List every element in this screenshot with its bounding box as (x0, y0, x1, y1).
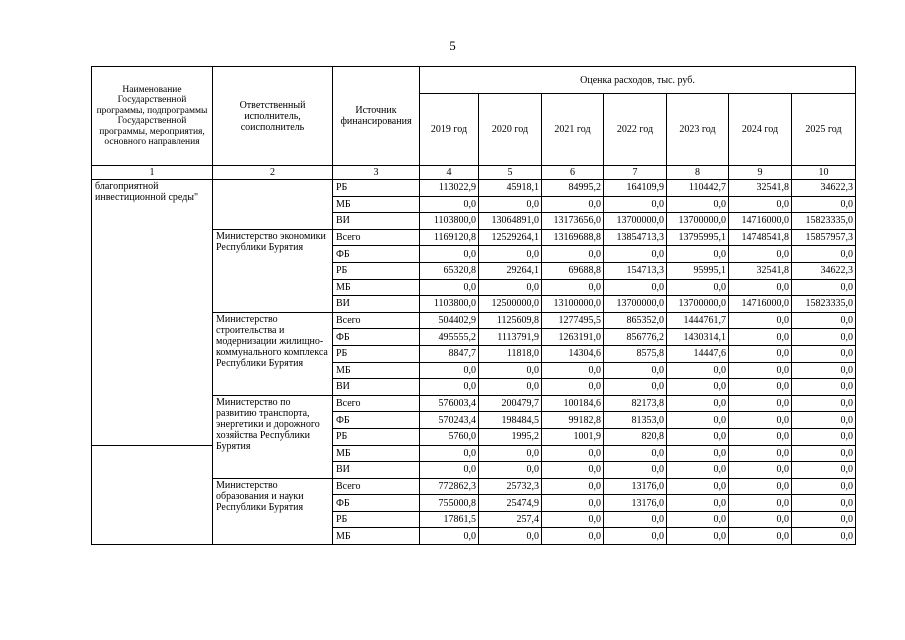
value-cell: 0,0 (604, 379, 667, 396)
value-cell: 5760,0 (420, 428, 479, 445)
source-cell: РБ (333, 511, 420, 528)
value-cell: 0,0 (604, 279, 667, 296)
value-cell: 1125609,8 (479, 312, 542, 329)
source-cell: МБ (333, 528, 420, 545)
source-cell: РБ (333, 262, 420, 279)
value-cell: 772862,3 (420, 478, 479, 495)
value-cell: 0,0 (667, 462, 729, 479)
header-year: 2021 год (542, 94, 604, 166)
value-cell: 13176,0 (604, 495, 667, 512)
value-cell: 0,0 (420, 445, 479, 462)
value-cell: 0,0 (667, 196, 729, 213)
value-cell: 0,0 (667, 279, 729, 296)
value-cell: 14716000,0 (729, 296, 792, 313)
value-cell: 13854713,3 (604, 229, 667, 246)
column-number: 2 (213, 166, 333, 180)
value-cell: 0,0 (729, 511, 792, 528)
value-cell: 1103800,0 (420, 213, 479, 230)
source-cell: ВИ (333, 379, 420, 396)
value-cell: 0,0 (667, 412, 729, 429)
value-cell: 0,0 (604, 511, 667, 528)
source-cell: Всего (333, 312, 420, 329)
value-cell: 0,0 (792, 428, 856, 445)
header-year: 2025 год (792, 94, 856, 166)
source-cell: Всего (333, 395, 420, 412)
value-cell: 14447,6 (667, 345, 729, 362)
value-cell: 0,0 (729, 495, 792, 512)
value-cell: 65320,8 (420, 262, 479, 279)
value-cell: 110442,7 (667, 180, 729, 197)
program-name-cell-continued (92, 445, 213, 545)
column-number: 9 (729, 166, 792, 180)
column-number: 10 (792, 166, 856, 180)
value-cell: 0,0 (420, 528, 479, 545)
executor-cell: Министерство по развитию транспорта, энергетики и дорожного хозяйства Республики Бурятия (213, 395, 333, 478)
header-year: 2023 год (667, 94, 729, 166)
value-cell: 0,0 (420, 196, 479, 213)
value-cell: 0,0 (792, 329, 856, 346)
source-cell: ФБ (333, 246, 420, 263)
value-cell: 8575,8 (604, 345, 667, 362)
source-cell: ВИ (333, 462, 420, 479)
value-cell: 0,0 (604, 196, 667, 213)
value-cell: 0,0 (667, 428, 729, 445)
value-cell: 1001,9 (542, 428, 604, 445)
value-cell: 13176,0 (604, 478, 667, 495)
value-cell: 0,0 (479, 445, 542, 462)
value-cell: 0,0 (479, 246, 542, 263)
value-cell: 0,0 (604, 246, 667, 263)
value-cell: 0,0 (420, 362, 479, 379)
value-cell: 13173656,0 (542, 213, 604, 230)
value-cell: 0,0 (542, 279, 604, 296)
program-name-cell: благоприятной инвестиционной среды" (92, 180, 213, 446)
value-cell: 0,0 (667, 495, 729, 512)
value-cell: 0,0 (667, 379, 729, 396)
value-cell: 0,0 (792, 196, 856, 213)
value-cell: 0,0 (542, 362, 604, 379)
column-number: 8 (667, 166, 729, 180)
value-cell: 0,0 (667, 528, 729, 545)
value-cell: 0,0 (479, 279, 542, 296)
value-cell: 0,0 (729, 312, 792, 329)
value-cell: 0,0 (667, 395, 729, 412)
header-year: 2020 год (479, 94, 542, 166)
source-cell: МБ (333, 445, 420, 462)
value-cell: 13700000,0 (604, 213, 667, 230)
value-cell: 0,0 (792, 312, 856, 329)
value-cell: 856776,2 (604, 329, 667, 346)
value-cell: 0,0 (604, 362, 667, 379)
value-cell: 0,0 (667, 362, 729, 379)
value-cell: 14748541,8 (729, 229, 792, 246)
header-year: 2019 год (420, 94, 479, 166)
value-cell: 34622,3 (792, 262, 856, 279)
value-cell: 0,0 (479, 462, 542, 479)
value-cell: 0,0 (542, 246, 604, 263)
value-cell: 14304,6 (542, 345, 604, 362)
value-cell: 1103800,0 (420, 296, 479, 313)
value-cell: 0,0 (542, 528, 604, 545)
column-numbers-row (92, 166, 856, 180)
value-cell: 865352,0 (604, 312, 667, 329)
value-cell: 0,0 (729, 395, 792, 412)
value-cell: 820,8 (604, 428, 667, 445)
value-cell: 0,0 (729, 196, 792, 213)
value-cell: 0,0 (604, 462, 667, 479)
column-number: 1 (92, 166, 213, 180)
value-cell: 14716000,0 (729, 213, 792, 230)
value-cell: 1113791,9 (479, 329, 542, 346)
value-cell: 0,0 (792, 345, 856, 362)
value-cell: 12500000,0 (479, 296, 542, 313)
value-cell: 45918,1 (479, 180, 542, 197)
source-cell: Всего (333, 478, 420, 495)
value-cell: 0,0 (792, 478, 856, 495)
value-cell: 1277495,5 (542, 312, 604, 329)
source-cell: ВИ (333, 296, 420, 313)
value-cell: 0,0 (604, 445, 667, 462)
header-year: 2024 год (729, 94, 792, 166)
value-cell: 1430314,1 (667, 329, 729, 346)
source-cell: ФБ (333, 495, 420, 512)
value-cell: 0,0 (792, 511, 856, 528)
value-cell: 0,0 (729, 478, 792, 495)
value-cell: 13700000,0 (667, 213, 729, 230)
value-cell: 576003,4 (420, 395, 479, 412)
value-cell: 0,0 (729, 462, 792, 479)
value-cell: 0,0 (792, 246, 856, 263)
value-cell: 0,0 (542, 495, 604, 512)
executor-cell (213, 180, 333, 230)
value-cell: 0,0 (667, 478, 729, 495)
value-cell: 15823335,0 (792, 213, 856, 230)
value-cell: 82173,8 (604, 395, 667, 412)
value-cell: 12529264,1 (479, 229, 542, 246)
value-cell: 0,0 (420, 462, 479, 479)
column-number: 4 (420, 166, 479, 180)
value-cell: 0,0 (542, 196, 604, 213)
table-body (92, 180, 856, 545)
value-cell: 0,0 (792, 528, 856, 545)
column-number: 3 (333, 166, 420, 180)
value-cell: 1995,2 (479, 428, 542, 445)
value-cell: 154713,3 (604, 262, 667, 279)
value-cell: 0,0 (667, 445, 729, 462)
value-cell: 100184,6 (542, 395, 604, 412)
value-cell: 99182,8 (542, 412, 604, 429)
value-cell: 95995,1 (667, 262, 729, 279)
value-cell: 15857957,3 (792, 229, 856, 246)
value-cell: 0,0 (542, 445, 604, 462)
value-cell: 1263191,0 (542, 329, 604, 346)
executor-cell: Министерство экономики Республики Бурятия (213, 229, 333, 312)
value-cell: 0,0 (729, 412, 792, 429)
budget-table (91, 66, 856, 545)
value-cell: 29264,1 (479, 262, 542, 279)
column-number: 7 (604, 166, 667, 180)
value-cell: 570243,4 (420, 412, 479, 429)
value-cell: 0,0 (667, 511, 729, 528)
value-cell: 198484,5 (479, 412, 542, 429)
value-cell: 13795995,1 (667, 229, 729, 246)
value-cell: 13064891,0 (479, 213, 542, 230)
value-cell: 0,0 (479, 362, 542, 379)
value-cell: 0,0 (792, 279, 856, 296)
value-cell: 113022,9 (420, 180, 479, 197)
value-cell: 81353,0 (604, 412, 667, 429)
value-cell: 0,0 (542, 478, 604, 495)
value-cell: 0,0 (729, 362, 792, 379)
value-cell: 0,0 (792, 362, 856, 379)
value-cell: 0,0 (542, 511, 604, 528)
header-name-column: Наименование Государственной программы, подпрограммы Государственной программы, мероприятия, основного направления (92, 67, 213, 166)
source-cell: МБ (333, 362, 420, 379)
source-cell: РБ (333, 180, 420, 197)
source-cell: Всего (333, 229, 420, 246)
value-cell: 0,0 (792, 445, 856, 462)
value-cell: 0,0 (729, 528, 792, 545)
value-cell: 0,0 (420, 379, 479, 396)
value-cell: 13169688,8 (542, 229, 604, 246)
source-cell: РБ (333, 428, 420, 445)
source-cell: ФБ (333, 412, 420, 429)
value-cell: 0,0 (729, 279, 792, 296)
header-cost-estimate: Оценка расходов, тыс. руб. (420, 67, 856, 94)
value-cell: 34622,3 (792, 180, 856, 197)
value-cell: 69688,8 (542, 262, 604, 279)
source-cell: МБ (333, 196, 420, 213)
value-cell: 13700000,0 (667, 296, 729, 313)
value-cell: 0,0 (729, 428, 792, 445)
value-cell: 13100000,0 (542, 296, 604, 313)
value-cell: 13700000,0 (604, 296, 667, 313)
value-cell: 0,0 (729, 345, 792, 362)
source-cell: ВИ (333, 213, 420, 230)
value-cell: 0,0 (729, 246, 792, 263)
value-cell: 257,4 (479, 511, 542, 528)
value-cell: 8847,7 (420, 345, 479, 362)
header-executor-column: Ответственный исполнитель, соисполнитель (213, 67, 333, 166)
source-cell: МБ (333, 279, 420, 296)
value-cell: 495555,2 (420, 329, 479, 346)
value-cell: 504402,9 (420, 312, 479, 329)
value-cell: 0,0 (542, 379, 604, 396)
value-cell: 755000,8 (420, 495, 479, 512)
value-cell: 0,0 (729, 379, 792, 396)
value-cell: 0,0 (420, 246, 479, 263)
value-cell: 1444761,7 (667, 312, 729, 329)
value-cell: 1169120,8 (420, 229, 479, 246)
source-cell: ФБ (333, 329, 420, 346)
header-source-column: Источник финансирования (333, 67, 420, 166)
value-cell: 0,0 (792, 379, 856, 396)
value-cell: 0,0 (479, 196, 542, 213)
value-cell: 25732,3 (479, 478, 542, 495)
executor-cell: Министерство строительства и модернизации жилищно-коммунального комплекса Республики Бурятия (213, 312, 333, 395)
value-cell: 25474,9 (479, 495, 542, 512)
value-cell: 15823335,0 (792, 296, 856, 313)
value-cell: 0,0 (667, 246, 729, 263)
value-cell: 32541,8 (729, 180, 792, 197)
value-cell: 0,0 (729, 329, 792, 346)
value-cell: 0,0 (792, 395, 856, 412)
value-cell: 200479,7 (479, 395, 542, 412)
value-cell: 11818,0 (479, 345, 542, 362)
value-cell: 0,0 (792, 462, 856, 479)
value-cell: 0,0 (479, 379, 542, 396)
value-cell: 0,0 (420, 279, 479, 296)
value-cell: 164109,9 (604, 180, 667, 197)
value-cell: 0,0 (542, 462, 604, 479)
source-cell: РБ (333, 345, 420, 362)
table-header (92, 67, 856, 180)
table-row (92, 180, 856, 197)
page-number: 5 (449, 38, 456, 53)
header-year: 2022 год (604, 94, 667, 166)
value-cell: 0,0 (729, 445, 792, 462)
value-cell: 0,0 (792, 495, 856, 512)
value-cell: 17861,5 (420, 511, 479, 528)
table-row (92, 445, 856, 462)
value-cell: 0,0 (792, 412, 856, 429)
column-number: 6 (542, 166, 604, 180)
executor-cell: Министерство образования и науки Республики Бурятия (213, 478, 333, 544)
value-cell: 0,0 (479, 528, 542, 545)
value-cell: 32541,8 (729, 262, 792, 279)
value-cell: 84995,2 (542, 180, 604, 197)
column-number: 5 (479, 166, 542, 180)
value-cell: 0,0 (604, 528, 667, 545)
